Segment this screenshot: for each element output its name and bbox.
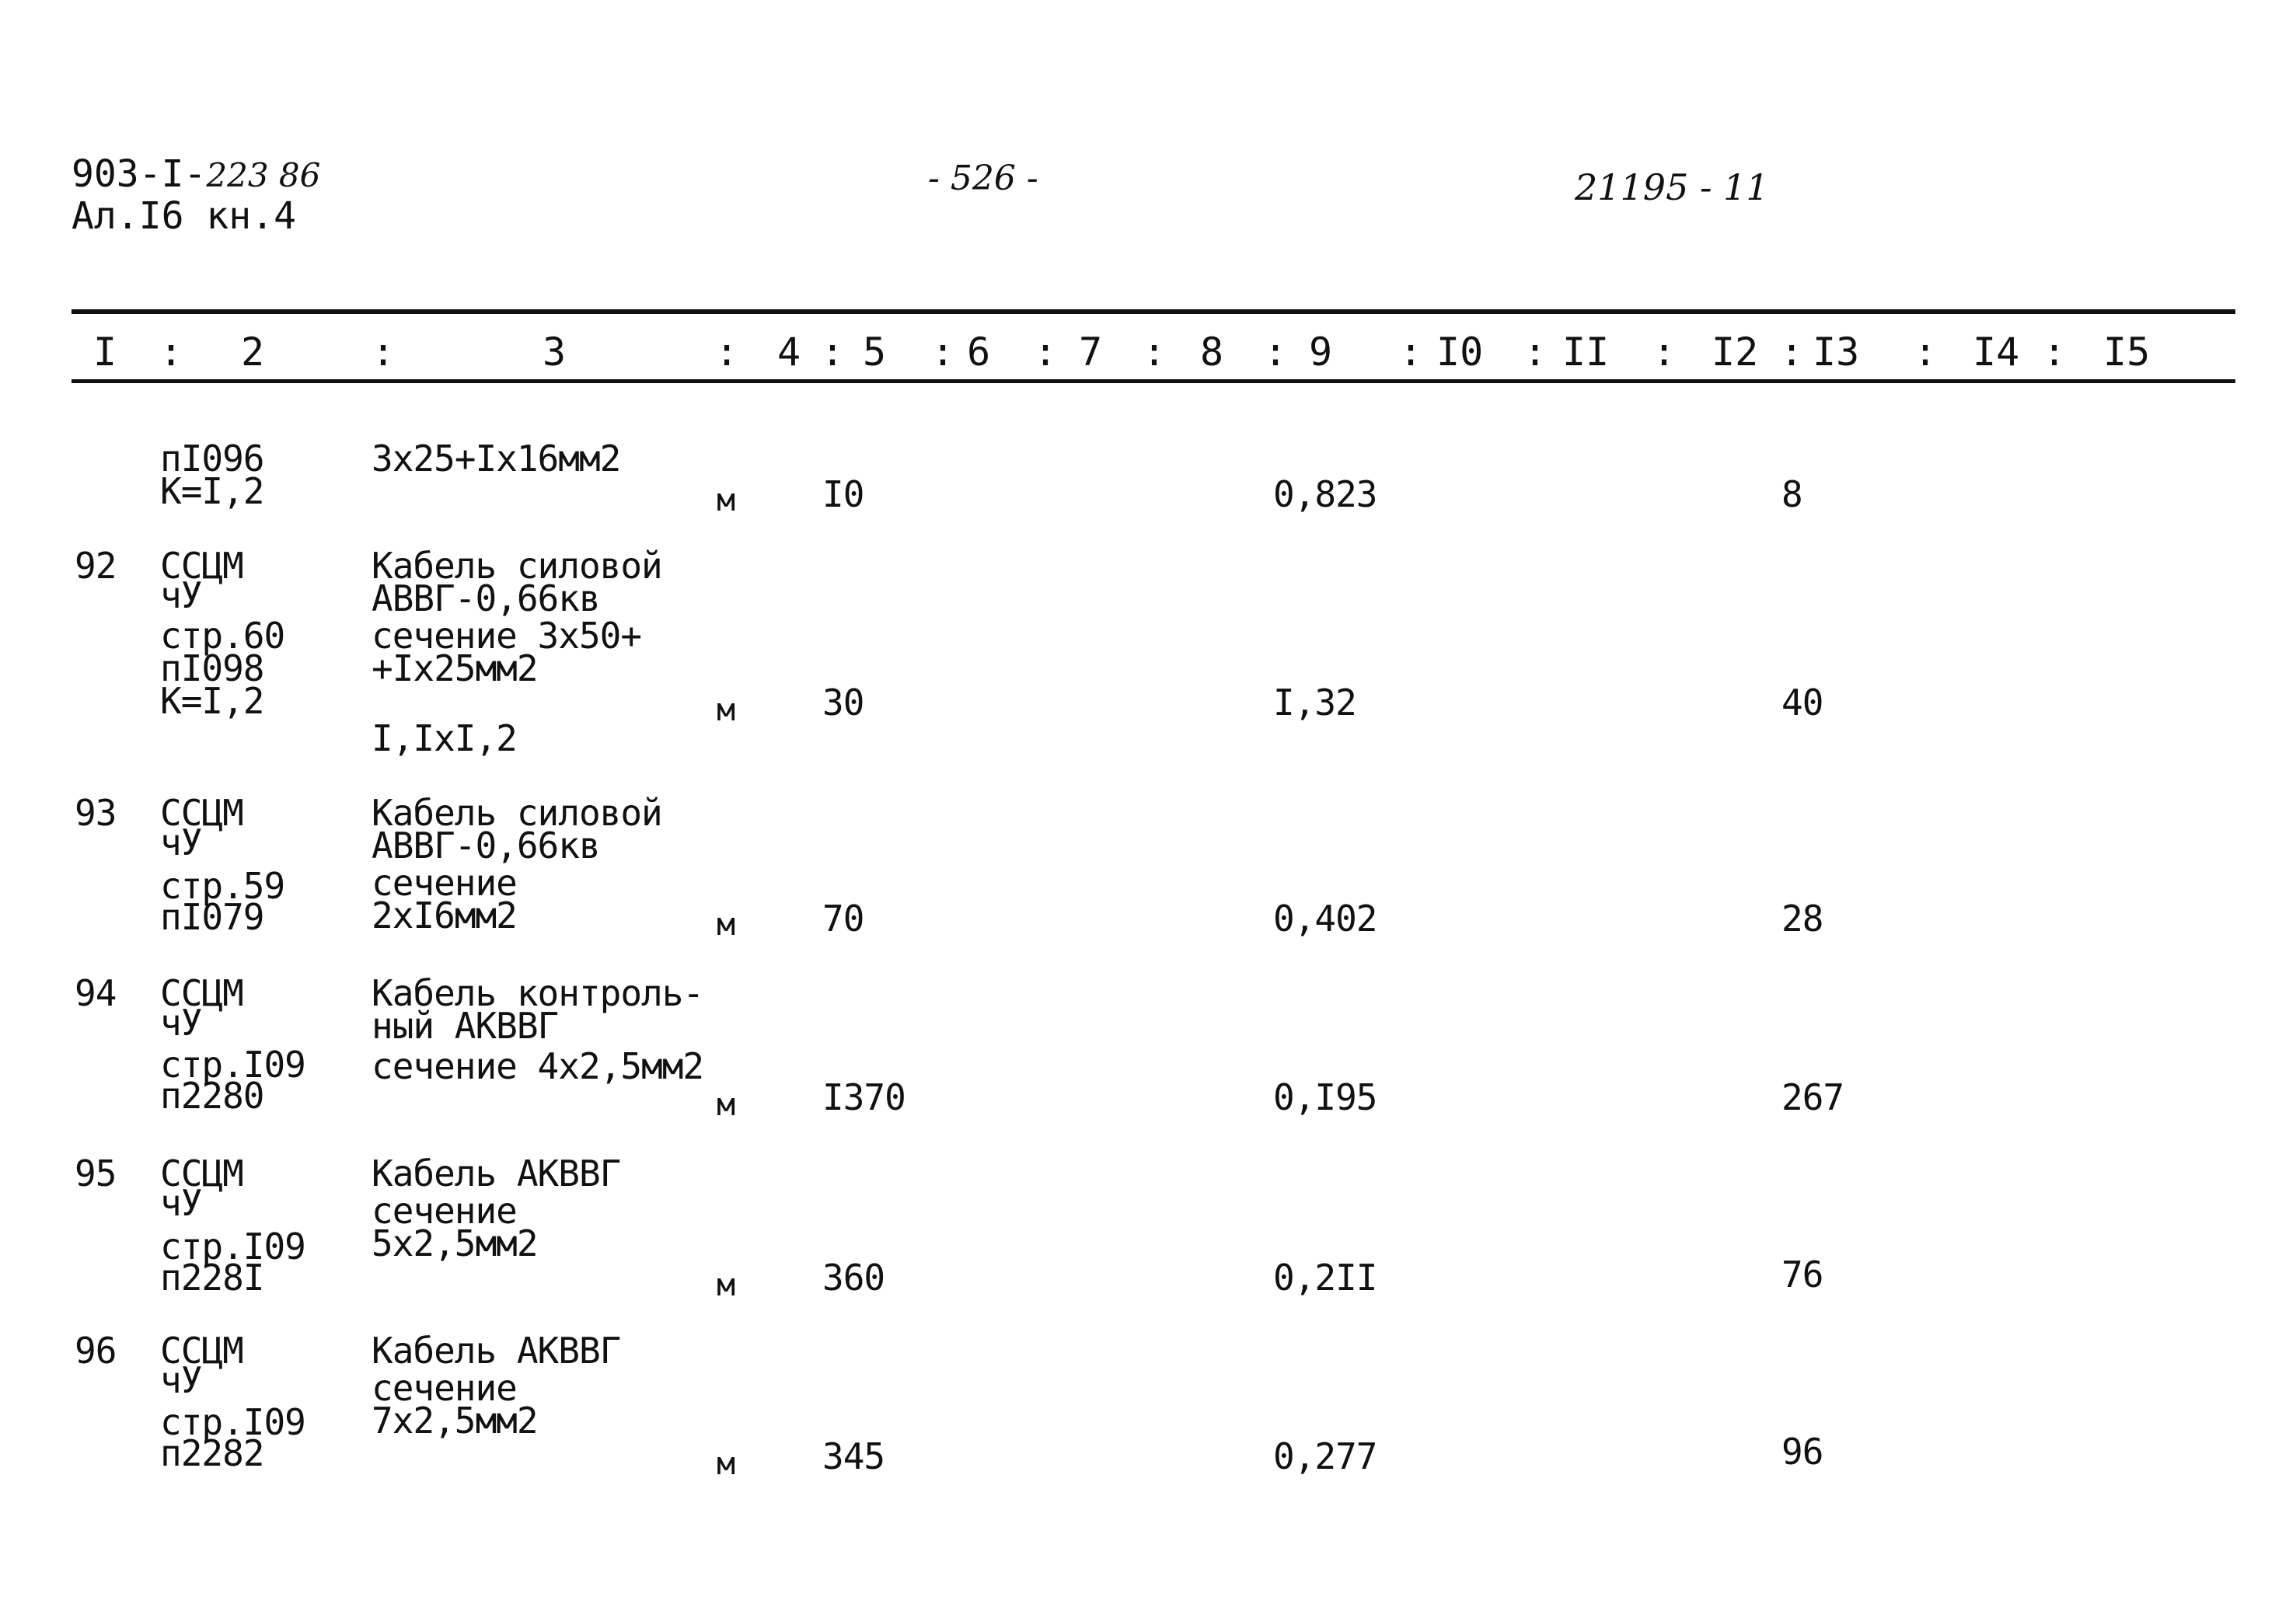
row-number: 94 [75, 972, 117, 1014]
col-2: 2 [241, 330, 265, 375]
col-6: 6 [967, 330, 991, 375]
row-unit: м [717, 1087, 735, 1123]
col-sep: : [2043, 330, 2067, 375]
row-ref-line: пI098 [160, 647, 264, 689]
col-11: II [1562, 330, 1610, 375]
col-15: I5 [2103, 330, 2151, 375]
row-rate: 0,402 [1273, 898, 1377, 940]
row-total: 267 [1781, 1076, 1844, 1118]
row-desc-line: 2хI6мм2 [372, 894, 517, 936]
col-sep: : [372, 330, 396, 375]
row-desc-line: ный АКВВГ [372, 1005, 559, 1047]
row-total: 8 [1781, 473, 1802, 515]
page-number: - 526 - [928, 159, 1038, 198]
row-ref-line: К=I,2 [160, 680, 264, 722]
row-ref-line: п2280 [160, 1075, 264, 1117]
row-unit: м [717, 1446, 735, 1482]
row-unit: м [717, 483, 735, 518]
row-desc-line: сечение [372, 862, 517, 904]
row-desc-line: 3х25+Iх16мм2 [372, 438, 621, 479]
row-quantity: I0 [822, 473, 864, 515]
row-desc-line: Кабель АКВВГ [372, 1152, 621, 1194]
col-13: I3 [1813, 330, 1860, 375]
row-unit: м [717, 692, 735, 728]
document-code-printed: 903-I- [72, 152, 207, 196]
row-desc-line: АВВГ-0,66кв [372, 577, 600, 619]
row-ref-line: стр.I09 [160, 1044, 305, 1086]
row-ref-line: чУ [160, 1182, 202, 1224]
row-rate: 0,I95 [1273, 1076, 1377, 1118]
row-ref-line: п2282 [160, 1432, 264, 1474]
row-ref-line: стр.60 [160, 615, 285, 657]
col-7: 7 [1079, 330, 1103, 375]
row-number: 96 [75, 1330, 117, 1372]
row-ref-line: чУ [160, 821, 202, 863]
row-ref-line: стр.I09 [160, 1226, 305, 1268]
row-desc-line: сечение [372, 1367, 517, 1409]
col-14: I4 [1973, 330, 2020, 375]
row-number: 92 [75, 545, 117, 587]
col-8: 8 [1200, 330, 1224, 375]
col-sep: : [931, 330, 955, 375]
row-desc-line: сечение 3х50+ [372, 615, 642, 657]
row-rate: 0,277 [1273, 1435, 1377, 1477]
row-desc-line: +Iх25мм2 [372, 647, 538, 689]
row-desc-line: сечение [372, 1190, 517, 1232]
col-12: I2 [1712, 330, 1759, 375]
col-sep: : [1264, 330, 1288, 375]
row-ref-line: чУ [160, 574, 202, 616]
col-sep: : [1914, 330, 1938, 375]
col-sep: : [1780, 330, 1804, 375]
row-total: 28 [1781, 898, 1823, 940]
row-desc-line: 5х2,5мм2 [372, 1222, 538, 1264]
row-desc-line: Кабель АКВВГ [372, 1330, 621, 1372]
row-ref-line: стр.59 [160, 865, 285, 907]
row-quantity: 360 [822, 1257, 885, 1299]
col-sep: : [1652, 330, 1677, 375]
col-sep: : [821, 330, 845, 375]
col-sep: : [1034, 330, 1058, 375]
row-ref-line: чУ [160, 1002, 202, 1044]
row-rate: 0,823 [1273, 473, 1377, 515]
row-ref-line: пI096 [160, 438, 264, 479]
row-ref-line: ССЦМ [160, 972, 243, 1014]
table-top-rule [72, 309, 2235, 314]
document-code [72, 152, 320, 196]
row-unit: м [717, 907, 735, 943]
row-ref-line: ССЦМ [160, 792, 243, 834]
row-unit: м [717, 1268, 735, 1303]
col-1: I [93, 330, 117, 375]
row-desc-line: АВВГ-0,66кв [372, 825, 600, 867]
row-ref-line: ССЦМ [160, 1152, 243, 1194]
row-ref-line: стр.I09 [160, 1401, 305, 1443]
col-4: 4 [777, 330, 801, 375]
col-sep: : [1143, 330, 1167, 375]
archive-number: 21195 - 11 [1575, 166, 1769, 208]
row-total: 76 [1781, 1254, 1823, 1295]
row-ref-line: п228I [160, 1257, 264, 1299]
col-sep: : [1523, 330, 1548, 375]
document-code-handwritten: 223 86 [206, 156, 321, 194]
row-ref-line: пI079 [160, 896, 264, 938]
row-number: 95 [75, 1152, 117, 1194]
row-ref-line: К=I,2 [160, 470, 264, 512]
row-desc-line: Кабель силовой [372, 792, 662, 834]
row-desc-line: сечение 4х2,5мм2 [372, 1045, 704, 1087]
row-ref-line: чУ [160, 1359, 202, 1401]
col-sep: : [715, 330, 739, 375]
album-line: Ал.I6 кн.4 [72, 194, 296, 238]
row-rate: 0,2II [1273, 1257, 1377, 1299]
col-sep: : [1399, 330, 1423, 375]
col-10: I0 [1436, 330, 1484, 375]
col-5: 5 [863, 330, 887, 375]
row-total: 96 [1781, 1431, 1823, 1473]
row-desc-line: Кабель силовой [372, 545, 662, 587]
row-quantity: 70 [822, 898, 864, 940]
row-quantity: 30 [822, 682, 864, 724]
col-sep: : [159, 330, 183, 375]
row-rate: I,32 [1273, 682, 1356, 724]
col-3: 3 [543, 330, 567, 375]
row-ref-line: ССЦМ [160, 545, 243, 587]
col-9: 9 [1309, 330, 1333, 375]
row-quantity: 345 [822, 1435, 885, 1477]
row-quantity: I370 [822, 1076, 905, 1118]
row-total: 40 [1781, 682, 1823, 724]
row-desc-factor: I,IхI,2 [372, 717, 517, 759]
row-ref-line: ССЦМ [160, 1330, 243, 1372]
table-header-rule [72, 379, 2235, 383]
row-desc-line: Кабель контроль- [372, 972, 704, 1014]
row-number: 93 [75, 792, 117, 834]
row-desc-line: 7х2,5мм2 [372, 1400, 538, 1442]
